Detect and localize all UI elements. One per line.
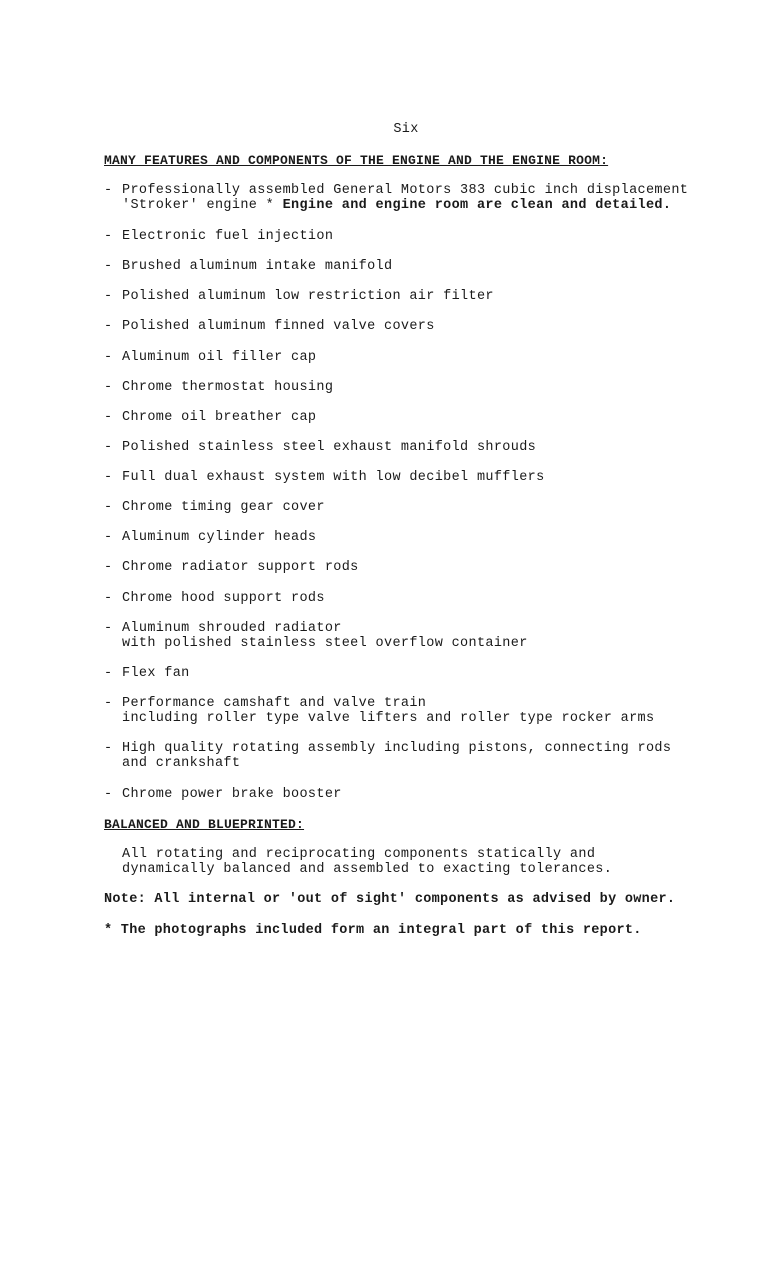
list-item-line: 'Stroker' engine * bbox=[122, 198, 283, 213]
list-item-line: Professionally assembled General Motors 383 cubic inch displacement bbox=[122, 183, 689, 198]
list-dash: - bbox=[104, 470, 113, 485]
list-item-emphasis: Engine and engine room are clean and detailed. bbox=[282, 198, 672, 213]
paragraph-line: All rotating and reciprocating components statically and bbox=[122, 847, 596, 862]
list-item-line: with polished stainless steel overflow container bbox=[122, 636, 528, 651]
list-item-line: Aluminum oil filler cap bbox=[122, 350, 317, 365]
section-heading-engine-features: MANY FEATURES AND COMPONENTS OF THE ENGINE AND THE ENGINE ROOM: bbox=[104, 153, 609, 168]
list-item-line: Brushed aluminum intake manifold bbox=[122, 259, 393, 274]
list-item bbox=[104, 696, 744, 726]
list-dash: - bbox=[104, 410, 113, 425]
list-item bbox=[104, 666, 744, 681]
list-item bbox=[104, 410, 744, 425]
list-item bbox=[104, 380, 744, 395]
list-dash: - bbox=[104, 229, 113, 244]
list-dash: - bbox=[104, 319, 113, 334]
section-heading-balanced: BALANCED AND BLUEPRINTED: bbox=[104, 817, 305, 832]
list-item bbox=[104, 183, 744, 213]
list-item bbox=[104, 591, 744, 606]
list-dash: - bbox=[104, 560, 113, 575]
list-item-line: Chrome timing gear cover bbox=[122, 500, 325, 515]
list-item-line: Aluminum cylinder heads bbox=[122, 530, 317, 545]
list-dash: - bbox=[104, 350, 113, 365]
list-item-line: Performance camshaft and valve train bbox=[122, 696, 427, 711]
list-item-line: Full dual exhaust system with low decibel mufflers bbox=[122, 470, 545, 485]
list-item-line: including roller type valve lifters and roller type rocker arms bbox=[122, 711, 655, 726]
list-dash: - bbox=[104, 666, 113, 681]
list-item-line: and crankshaft bbox=[122, 756, 241, 771]
list-dash: - bbox=[104, 380, 113, 395]
list-dash: - bbox=[104, 621, 113, 636]
list-dash: - bbox=[104, 500, 113, 515]
list-dash: - bbox=[104, 440, 113, 455]
owner-note: Note: All internal or 'out of sight' components as advised by owner. bbox=[104, 892, 676, 907]
list-dash: - bbox=[104, 591, 113, 606]
list-item-line: Electronic fuel injection bbox=[122, 229, 334, 244]
list-item-line: Chrome hood support rods bbox=[122, 591, 325, 606]
list-item-line: Chrome radiator support rods bbox=[122, 560, 359, 575]
list-item-line: Aluminum shrouded radiator bbox=[122, 621, 342, 636]
page-number: Six bbox=[393, 122, 419, 137]
list-item bbox=[104, 530, 744, 545]
list-item bbox=[104, 229, 744, 244]
list-dash: - bbox=[104, 530, 113, 545]
list-item bbox=[104, 500, 744, 515]
list-item bbox=[104, 350, 744, 365]
list-dash: - bbox=[104, 787, 113, 802]
list-item-line: Chrome oil breather cap bbox=[122, 410, 317, 425]
list-item-line: Polished aluminum low restriction air filter bbox=[122, 289, 494, 304]
list-dash: - bbox=[104, 696, 113, 711]
list-item bbox=[104, 470, 744, 485]
list-item bbox=[104, 741, 744, 771]
list-item bbox=[104, 621, 744, 651]
list-item bbox=[104, 259, 744, 274]
balanced-paragraph bbox=[122, 847, 612, 877]
list-item bbox=[104, 289, 744, 304]
list-item bbox=[104, 787, 744, 802]
photographs-footnote: * The photographs included form an integral part of this report. bbox=[104, 923, 642, 938]
list-item-line: Flex fan bbox=[122, 666, 190, 681]
list-item bbox=[104, 560, 744, 575]
list-dash: - bbox=[104, 183, 113, 198]
list-item bbox=[104, 319, 744, 334]
list-dash: - bbox=[104, 289, 113, 304]
list-dash: - bbox=[104, 741, 113, 756]
list-item-line: Chrome power brake booster bbox=[122, 787, 342, 802]
list-item-line: Polished aluminum finned valve covers bbox=[122, 319, 435, 334]
list-item-line: Polished stainless steel exhaust manifold shrouds bbox=[122, 440, 537, 455]
list-dash: - bbox=[104, 259, 113, 274]
list-item-line: Chrome thermostat housing bbox=[122, 380, 334, 395]
list-item bbox=[104, 440, 744, 455]
paragraph-line: dynamically balanced and assembled to exacting tolerances. bbox=[122, 862, 613, 877]
list-item-line: High quality rotating assembly including pistons, connecting rods bbox=[122, 741, 672, 756]
